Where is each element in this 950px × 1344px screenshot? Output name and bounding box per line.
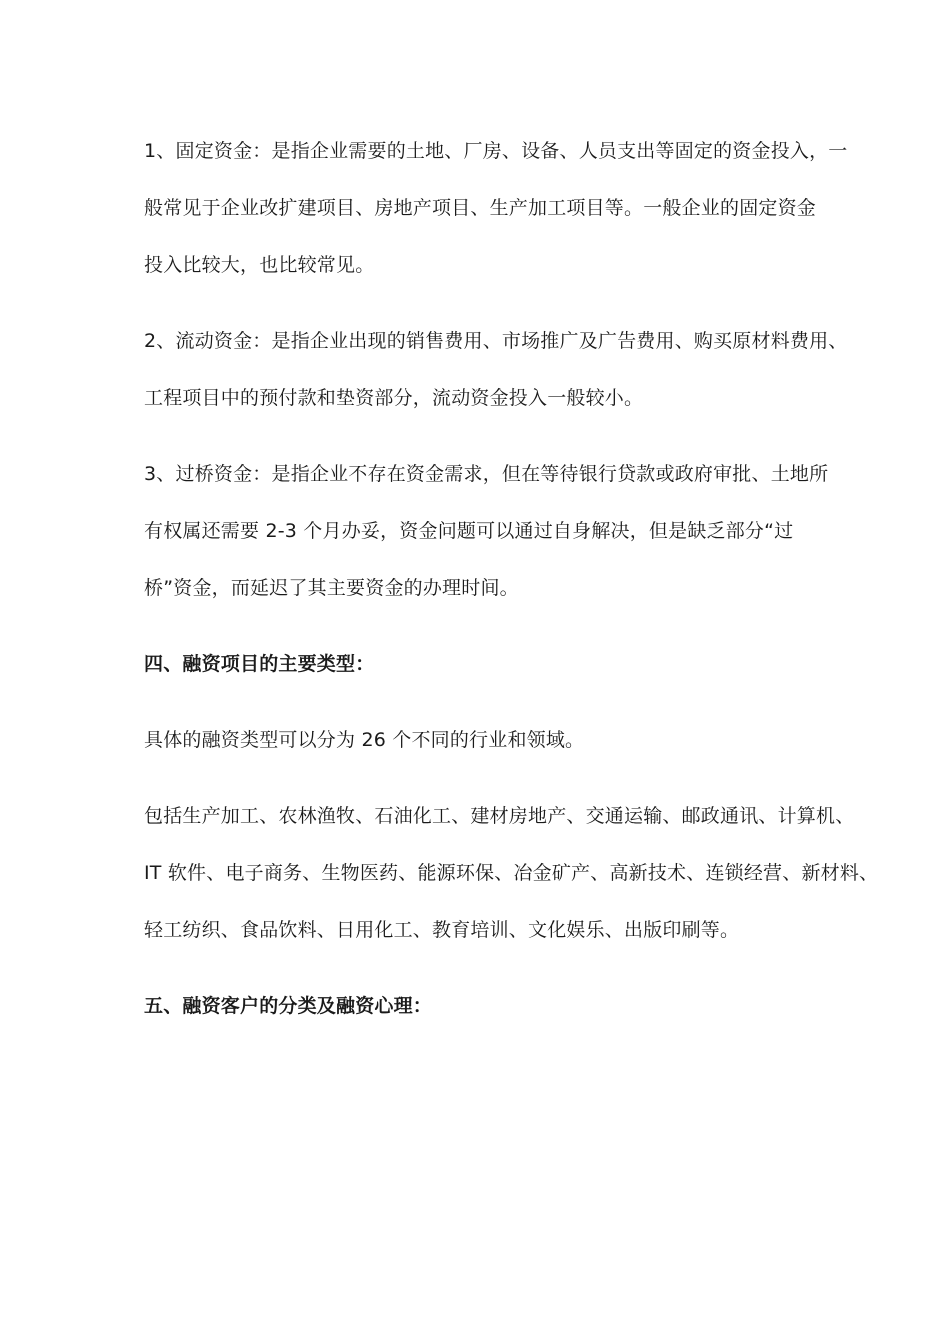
paragraph-working-capital-line-2: 工程项目中的预付款和垫资部分，流动资金投入一般较小。 [144,387,644,409]
paragraph-fixed-capital-line-1: 1、固定资金：是指企业需要的土地、厂房、设备、人员支出等固定的资金投入，一 [144,140,848,162]
paragraph-industries-line-2: IT 软件、电子商务、生物医药、能源环保、冶金矿产、高新技术、连锁经营、新材料、 [144,862,879,884]
paragraph-industries-line-1: 包括生产加工、农林渔牧、石油化工、建材房地产、交通运输、邮政通讯、计算机、 [144,805,855,827]
section-heading-financing-project-types: 四、融资项目的主要类型： [144,653,375,675]
paragraph-fixed-capital-line-2: 般常见于企业改扩建项目、房地产项目、生产加工项目等。一般企业的固定资金 [144,197,817,219]
paragraph-fixed-capital-line-3: 投入比较大，也比较常见。 [144,254,375,276]
paragraph-bridge-capital-line-2: 有权属还需要 2-3 个月办妥，资金问题可以通过自身解决，但是缺乏部分“过 [144,520,794,542]
paragraph-financing-types-intro: 具体的融资类型可以分为 26 个不同的行业和领域。 [144,729,585,751]
section-heading-financing-clients: 五、融资客户的分类及融资心理： [144,995,433,1017]
paragraph-bridge-capital-line-1: 3、过桥资金：是指企业不存在资金需求，但在等待银行贷款或政府审批、土地所 [144,463,829,485]
paragraph-industries-line-3: 轻工纺织、食品饮料、日用化工、教育培训、文化娱乐、出版印刷等。 [144,919,740,941]
paragraph-working-capital-line-1: 2、流动资金：是指企业出现的销售费用、市场推广及广告费用、购买原材料费用、 [144,330,848,352]
paragraph-bridge-capital-line-3: 桥”资金，而延迟了其主要资金的办理时间。 [144,577,519,599]
